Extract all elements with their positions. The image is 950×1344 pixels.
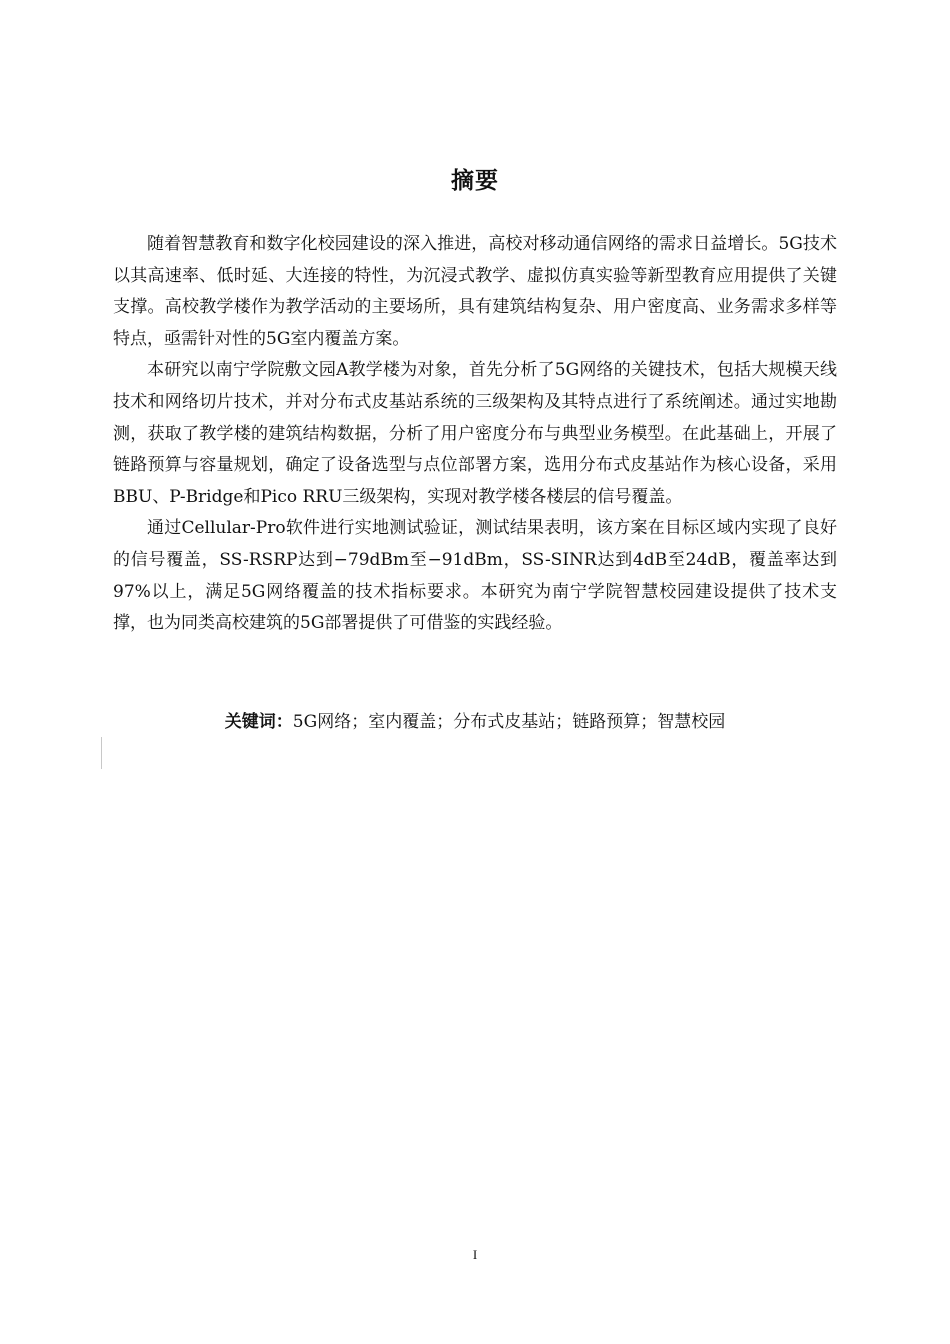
page-number: I [472,1247,478,1262]
keywords-list: 5G网络；室内覆盖；分布式皮基站；链路预算；智慧校园 [292,712,726,732]
abstract-paragraph-3: 通过Cellular-Pro软件进行实地测试验证，测试结果表明，该方案在目标区域内实现了良好的信号覆盖，SS-RSRP达到−79dBm至−91dBm，SS-SINR达到4dB至24dB，覆盖率达到97%以上，满足5G网络覆盖的技术指标要求。本研究为南宁学院智慧校园建设提供了技术支撑，也为同类高校建筑的5G部署提供了可借鉴的实践经验。 [113,518,837,634]
abstract-title: 摘要 [451,168,499,194]
keywords-label: 关键词： [224,712,293,732]
abstract-body [113,229,837,640]
abstract-paragraph-2: 本研究以南宁学院敷文园A教学楼为对象，首先分析了5G网络的关键技术，包括大规模天线技术和网络切片技术，并对分布式皮基站系统的三级架构及其特点进行了系统阐述。通过实地勘测，获取了教学楼的建筑结构数据，分析了用户密度分布与典型业务模型。在此基础上，开展了链路预算与容量规划，确定了设备选型与点位部署方案，选用分布式皮基站作为核心设备，采用BBU、P-Bridge和Pico RRU三级架构，实现对教学楼各楼层的信号覆盖。 [113,360,837,507]
abstract-paragraph-1: 随着智慧教育和数字化校园建设的深入推进，高校对移动通信网络的需求日益增长。5G技术以其高速率、低时延、大连接的特性，为沉浸式教学、虚拟仿真实验等新型教育应用提供了关键支撑。高校教学楼作为教学活动的主要场所，具有建筑结构复杂、用户密度高、业务需求多样等特点，亟需针对性的5G室内覆盖方案。 [113,234,837,349]
keywords-line [0,707,950,737]
text-cursor [101,737,102,769]
